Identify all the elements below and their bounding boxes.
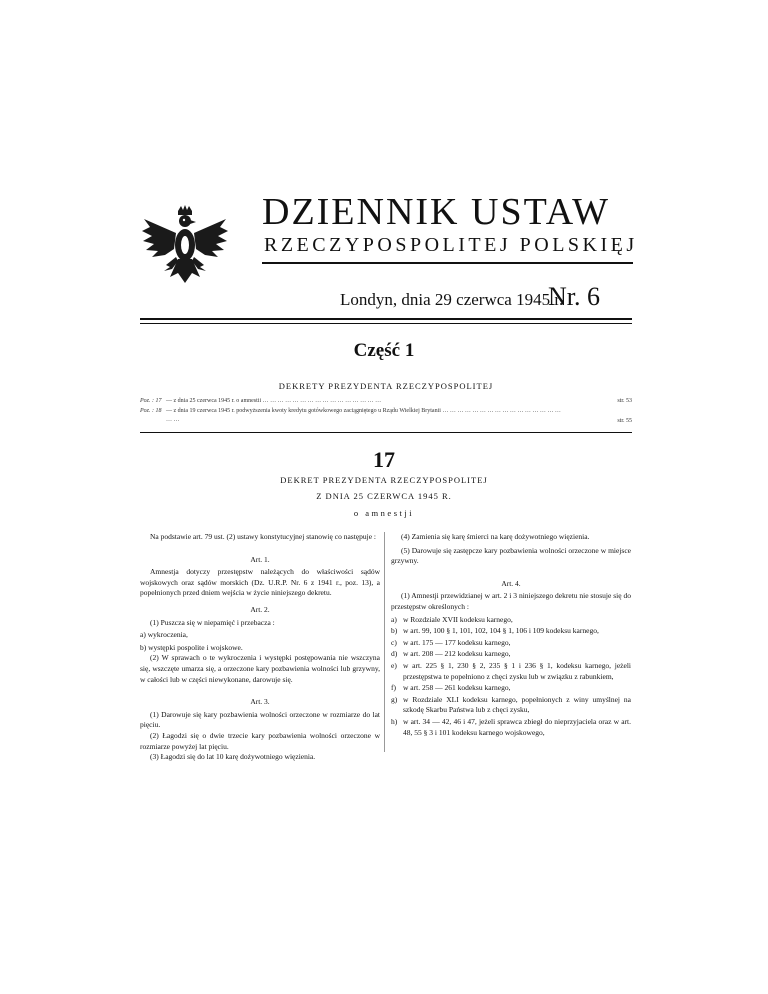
item-text: w art. 225 § 1, 230 § 2, 235 § 1 i 236 § 1, kodeksu karnego, jeżeli przestępstwa te popełniono z chęci zysku lub w związku z rabunkiem, [403,660,631,681]
article-3-para-1: (1) Darowuje się kary pozbawienia wolności orzeczone w rozmiarze do lat pięciu. [140,709,380,730]
item-text: w art. 208 — 212 kodeksu karnego, [403,649,511,659]
toc-text: — z dnia 19 czerwca 1945 r. podwyższenia kwoty kredytu gotówkowego zaciągniętego u Rządu Wielkiej Brytanii … … … … … … … … … … … … … … … … … … [166,408,561,423]
toc-position: Poz. : 18 [140,408,162,414]
item-letter: g) [391,694,398,704]
article-3-heading: Art. 3. [250,697,270,707]
toc-heading: DEKRETY PREZYDENTA RZECZYPOSPOLITEJ [278,381,494,391]
item-text: w art. 258 — 261 kodeksu karnego, [403,683,511,693]
part-heading: Część 1 [353,340,415,361]
toc-text: — z dnia 25 czerwca 1945 r. o amnestii … … … … … … … … … … … … … … … … [166,398,382,404]
item-letter: e) [391,660,397,670]
list-item [391,661,631,682]
decree-subject: o amnestji [353,508,415,518]
eagle-emblem-icon [140,205,230,287]
article-2-para-1: (1) Puszcza się w niepamięć i przebacza : [150,617,275,627]
item-text: w art. 175 — 177 kodeksu karnego, [403,637,511,647]
list-item [391,717,631,738]
list-item [391,626,631,637]
article-2-item-a: a) wykroczenia, [140,630,188,640]
journal-title: DZIENNIK USTAW [262,191,611,233]
masthead-rule [262,262,633,264]
toc-entry [140,407,632,427]
decree-date: Z DNIA 25 CZERWCA 1945 R. [316,491,452,501]
item-letter: b) [391,626,398,636]
issue-number: Nr. 6 [548,282,600,311]
article-3-para-3: (3) Łagodzi się do lat 10 karę dożywotniego więzienia. [150,752,316,762]
place-date: Londyn, dnia 29 czerwca 1945 r. [340,290,564,309]
article-3-para-2: (2) Łagodzi się o dwie trzecie kary pozbawienia wolności orzeczone w rozmiarze powyżej lat pięciu. [140,730,380,751]
item-letter: c) [391,637,397,647]
column-divider [384,532,385,752]
item-letter: h) [391,716,398,726]
toc-rule [140,432,632,433]
header-rule-thick [140,318,632,320]
list-item [391,649,631,660]
toc-page: str. 55 [617,418,632,424]
preamble: Na podstawie art. 79 ust. (2) ustawy konstytucyjnej stanowię co następuje : [150,532,376,541]
journal-subtitle: RZECZYPOSPOLITEJ POLSKIĘJ [264,234,638,256]
item-text: w Rozdziale XLI kodeksu karnego, popełnionych z winy umyślnej na szkodę Skarbu Państwa lub z chęci zysku, [403,694,631,715]
article-2-heading: Art. 2. [250,604,270,614]
item-text: w art. 34 — 42, 46 i 47, jeżeli sprawca zbiegł do nieprzyjaciela oraz w art. 48, 55 § 3 i 101 kodeksu karnego wojskowego, [403,716,631,737]
item-text: w Rozdziale XVII kodeksu karnego, [403,614,513,624]
decree-number: 17 [373,447,395,472]
article-4-para-1: (1) Amnestji przewidzianej w art. 2 i 3 niniejszego dekretu nie stosuje się do przestępstw określonych : [391,591,631,611]
article-3-para-4: (4) Zamienia się karę śmierci na karę dożywotniego więzienia. [401,532,590,541]
decree-title: DEKRET PREZYDENTA RZECZYPOSPOLITEJ [280,475,488,485]
article-1-heading: Art. 1. [250,554,270,564]
item-letter: d) [391,649,398,659]
article-1-text: Amnestja dotyczy przestępstw należących do właściwości sądów wojskowych oraz sądów morskich (Dz. U.R.P. Nr. 6 z 1941 r., poz. 13), a popełnionych przed dniem wejścia w życie niniejszego dekretu. [140,567,380,598]
article-3-para-5: (5) Darowuje się zastępcze kary pozbawienia wolności orzeczone w miejsce grzywny. [391,545,631,566]
toc-position: Poz. : 17 [140,398,162,404]
article-4-heading: Art. 4. [501,578,521,588]
item-letter: f) [391,683,396,693]
item-letter: a) [391,614,397,624]
list-item [391,683,631,694]
list-item [391,695,631,716]
article-2-para-2: (2) W sprawach o te wykroczenia i występki postępowania nie wszczyna się, wszczęte umarza się, a orzeczone kary pozbawienia wolności lub grzywny, w całości lub w części niewykonane, darowuje się. [140,653,380,684]
article-2-item-b: b) występki pospolite i wojskowe. [140,642,243,652]
list-item [391,638,631,649]
right-column [391,532,631,739]
toc-entry [140,397,632,407]
list-item [391,615,631,626]
header-rule-thin [140,323,632,324]
toc-page: str. 53 [617,398,632,404]
left-column [140,532,380,763]
item-text: w art. 99, 100 § 1, 101, 102, 104 § 1, 106 i 109 kodeksu karnego, [403,626,599,636]
